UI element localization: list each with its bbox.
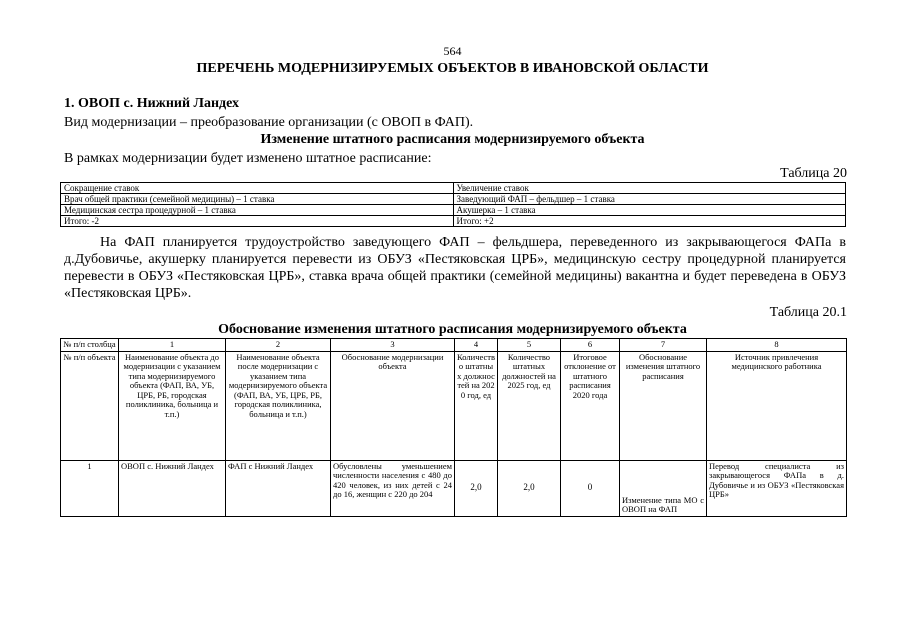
table21-title: Обоснование изменения штатного расписания модернизируемого объекта — [218, 322, 687, 337]
table-cell: Наименование объекта после модернизации с указанием типа модернизируемого объекта (ФАП, ВА, УБ, ЦРБ, РБ, городская поликлиника, больница и т.п.) — [226, 351, 331, 460]
table-cell: Обоснование модернизации объекта — [331, 351, 455, 460]
table-cell: Перевод специалиста из закрывающегося ФАПа в д. Дубовичье и из ОБУЗ «Пестяковская ЦРБ» — [707, 460, 847, 516]
table-cell: 2,0 — [498, 460, 561, 516]
staff-change-heading: Изменение штатного расписания модернизируемого объекта — [260, 132, 645, 147]
table-cell: № п/п столбца — [61, 339, 119, 352]
table-row — [61, 339, 847, 352]
table-cell: 0 — [561, 460, 620, 516]
table-cell: Количество штатных должностей на 2020 год, ед — [455, 351, 498, 460]
table-row — [61, 183, 846, 194]
table-cell: 2 — [226, 339, 331, 352]
table-cell: 8 — [707, 339, 847, 352]
section-heading: 1. ОВОП с. Нижний Ландех — [64, 96, 240, 111]
staffing-change-table — [60, 182, 846, 227]
table-cell: ФАП с Нижний Ландех — [226, 460, 331, 516]
table-cell: 5 — [498, 339, 561, 352]
table-cell: 4 — [455, 339, 498, 352]
table-cell: Наименование объекта до модернизации с указанием типа модернизируемого объекта (ФАП, ВА, УБ, ЦРБ, РБ, городская поликлиника, больница и т.п.) — [119, 351, 226, 460]
table-cell: Итого: -2 — [61, 216, 454, 227]
modernization-type: Вид модернизации – преобразование организации (с ОВОП в ФАП). — [64, 115, 474, 130]
table-cell: Врач общей практики (семейной медицины) – 1 ставка — [61, 194, 454, 205]
table20-label: Таблица 20 — [780, 166, 847, 181]
table-row — [61, 216, 846, 227]
page-number: 564 — [443, 44, 462, 58]
justification-table — [60, 338, 847, 517]
table-cell: ОВОП с. Нижний Ландех — [119, 460, 226, 516]
table-row — [61, 460, 847, 516]
table-cell: Медицинская сестра процедурной – 1 ставка — [61, 205, 454, 216]
table-cell: 7 — [620, 339, 707, 352]
table-cell: Сокращение ставок — [61, 183, 454, 194]
table-cell: № п/п объекта — [61, 351, 119, 460]
table-cell: Изменение типа МО с ОВОП на ФАП — [620, 460, 707, 516]
body-paragraph: На ФАП планируется трудоустройство заведующего ФАП – фельдшера, переведенного из закрывающегося ФАПа в д.Дубовичье, акушерку планируется перевести из ОБУЗ «Пестяковская ЦРБ», медицинскую сестру процедурной планируется перевести в ОБУЗ «Пестяковская ЦРБ», ставка врача общей практики (семейной медицины) вакантна и будет переведена в ОБУЗ «Пестяковская ЦРБ». — [64, 235, 846, 301]
table-cell: 1 — [61, 460, 119, 516]
table-cell: Итоговое отклонение от штатного расписания 2020 года — [561, 351, 620, 460]
table-cell: 6 — [561, 339, 620, 352]
table-cell: Акушерка – 1 ставка — [453, 205, 846, 216]
table-cell: 2,0 — [455, 460, 498, 516]
table-row — [61, 194, 846, 205]
table-cell: Источник привлечения медицинского работника — [707, 351, 847, 460]
intro-text: В рамках модернизации будет изменено штатное расписание: — [64, 151, 432, 166]
table-cell: Количество штатных должностей на 2025 год, ед — [498, 351, 561, 460]
table-cell: Итого: +2 — [453, 216, 846, 227]
table-cell: Заведующий ФАП – фельдшер – 1 ставка — [453, 194, 846, 205]
table-cell: Обусловлены уменьшением численности населения с 480 до 420 человек, из них детей с 24 до 16, женщин с 220 до 204 — [331, 460, 455, 516]
table-cell: 1 — [119, 339, 226, 352]
document-title: ПЕРЕЧЕНЬ МОДЕРНИЗИРУЕМЫХ ОБЪЕКТОВ В ИВАНОВСКОЙ ОБЛАСТИ — [196, 61, 709, 76]
table-cell: Увеличение ставок — [453, 183, 846, 194]
table-cell: Обоснование изменения штатного расписания — [620, 351, 707, 460]
table21-label: Таблица 20.1 — [769, 305, 847, 320]
table-row — [61, 205, 846, 216]
table-row — [61, 351, 847, 460]
table-cell: 3 — [331, 339, 455, 352]
